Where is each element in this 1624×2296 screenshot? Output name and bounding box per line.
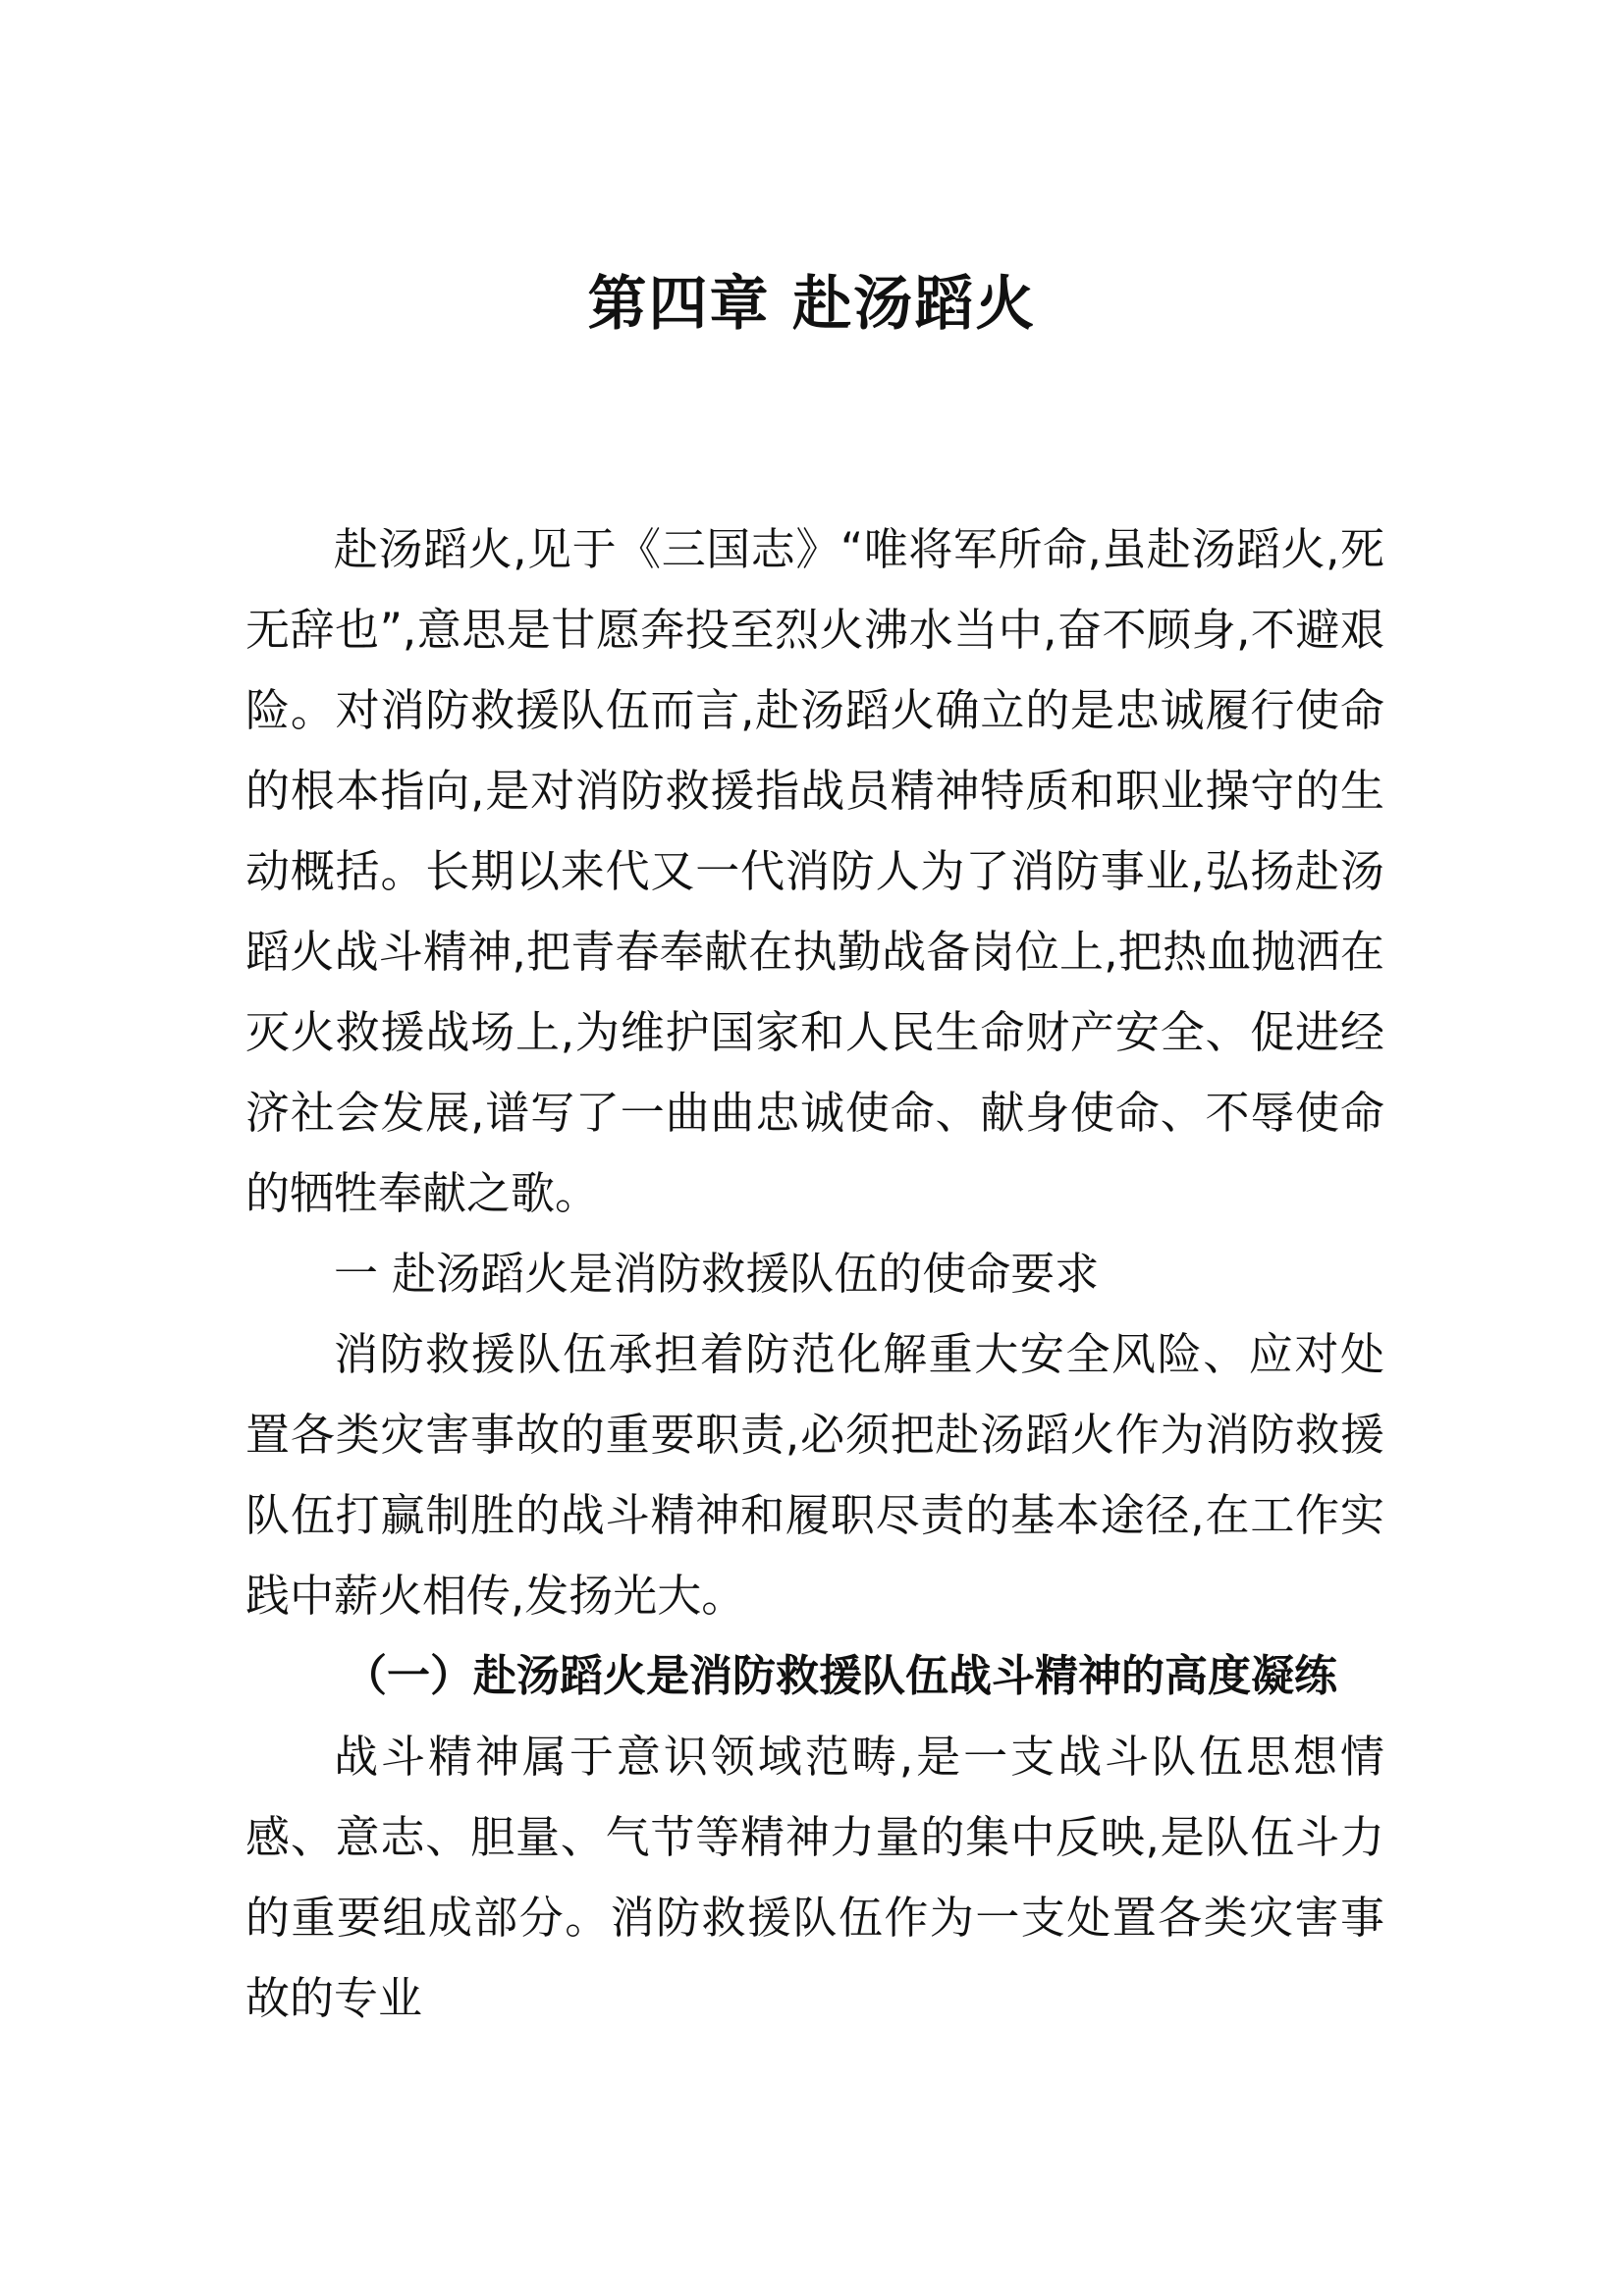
subsection-heading: （一）赴汤蹈火是消防救援队伍战斗精神的高度凝练 — [344, 1651, 1337, 1701]
section-paragraph: 消防救援队伍承担着防范化解重大安全风险、应对处置各类灾害事故的重要职责,必须把赴汤蹈火作为消防救援队伍打赢制胜的战斗精神和履职尽责的基本途径,在工作实践中薪火相传,发扬光大。 — [245, 1328, 1384, 1622]
chapter-title: 第四章 赴汤蹈火 — [587, 270, 1037, 339]
section-heading: 一 赴汤蹈火是消防救援队伍的使命要求 — [334, 1248, 1100, 1300]
body-text — [245, 509, 1384, 2039]
subsection-paragraph: 战斗精神属于意识领域范畴,是一支战斗队伍思想情感、意志、胆量、气节等精神力量的集中反映,是队伍斗力的重要组成部分。消防救援队伍作为一支处置各类灾害事故的专业 — [245, 1731, 1384, 2024]
intro-paragraph: 赴汤蹈火,见于《三国志》“唯将军所命,虽赴汤蹈火,死无辞也”,意思是甘愿奔投至烈火沸水当中,奋不顾身,不避艰险。对消防救援队伍而言,赴汤蹈火确立的是忠诚履行使命的根本指向,是对消防救援指战员精神特质和职业操守的生动概括。长期以来代又一代消防人为了消防事业,弘扬赴汤蹈火战斗精神,把青春奉献在执勤战备岗位上,把热血抛洒在灭火救援战场上,为维护国家和人民生命财产安全、促进经济社会发展,谱写了一曲曲忠诚使命、献身使命、不辱使命的牺牲奉献之歌。 — [245, 523, 1384, 1219]
